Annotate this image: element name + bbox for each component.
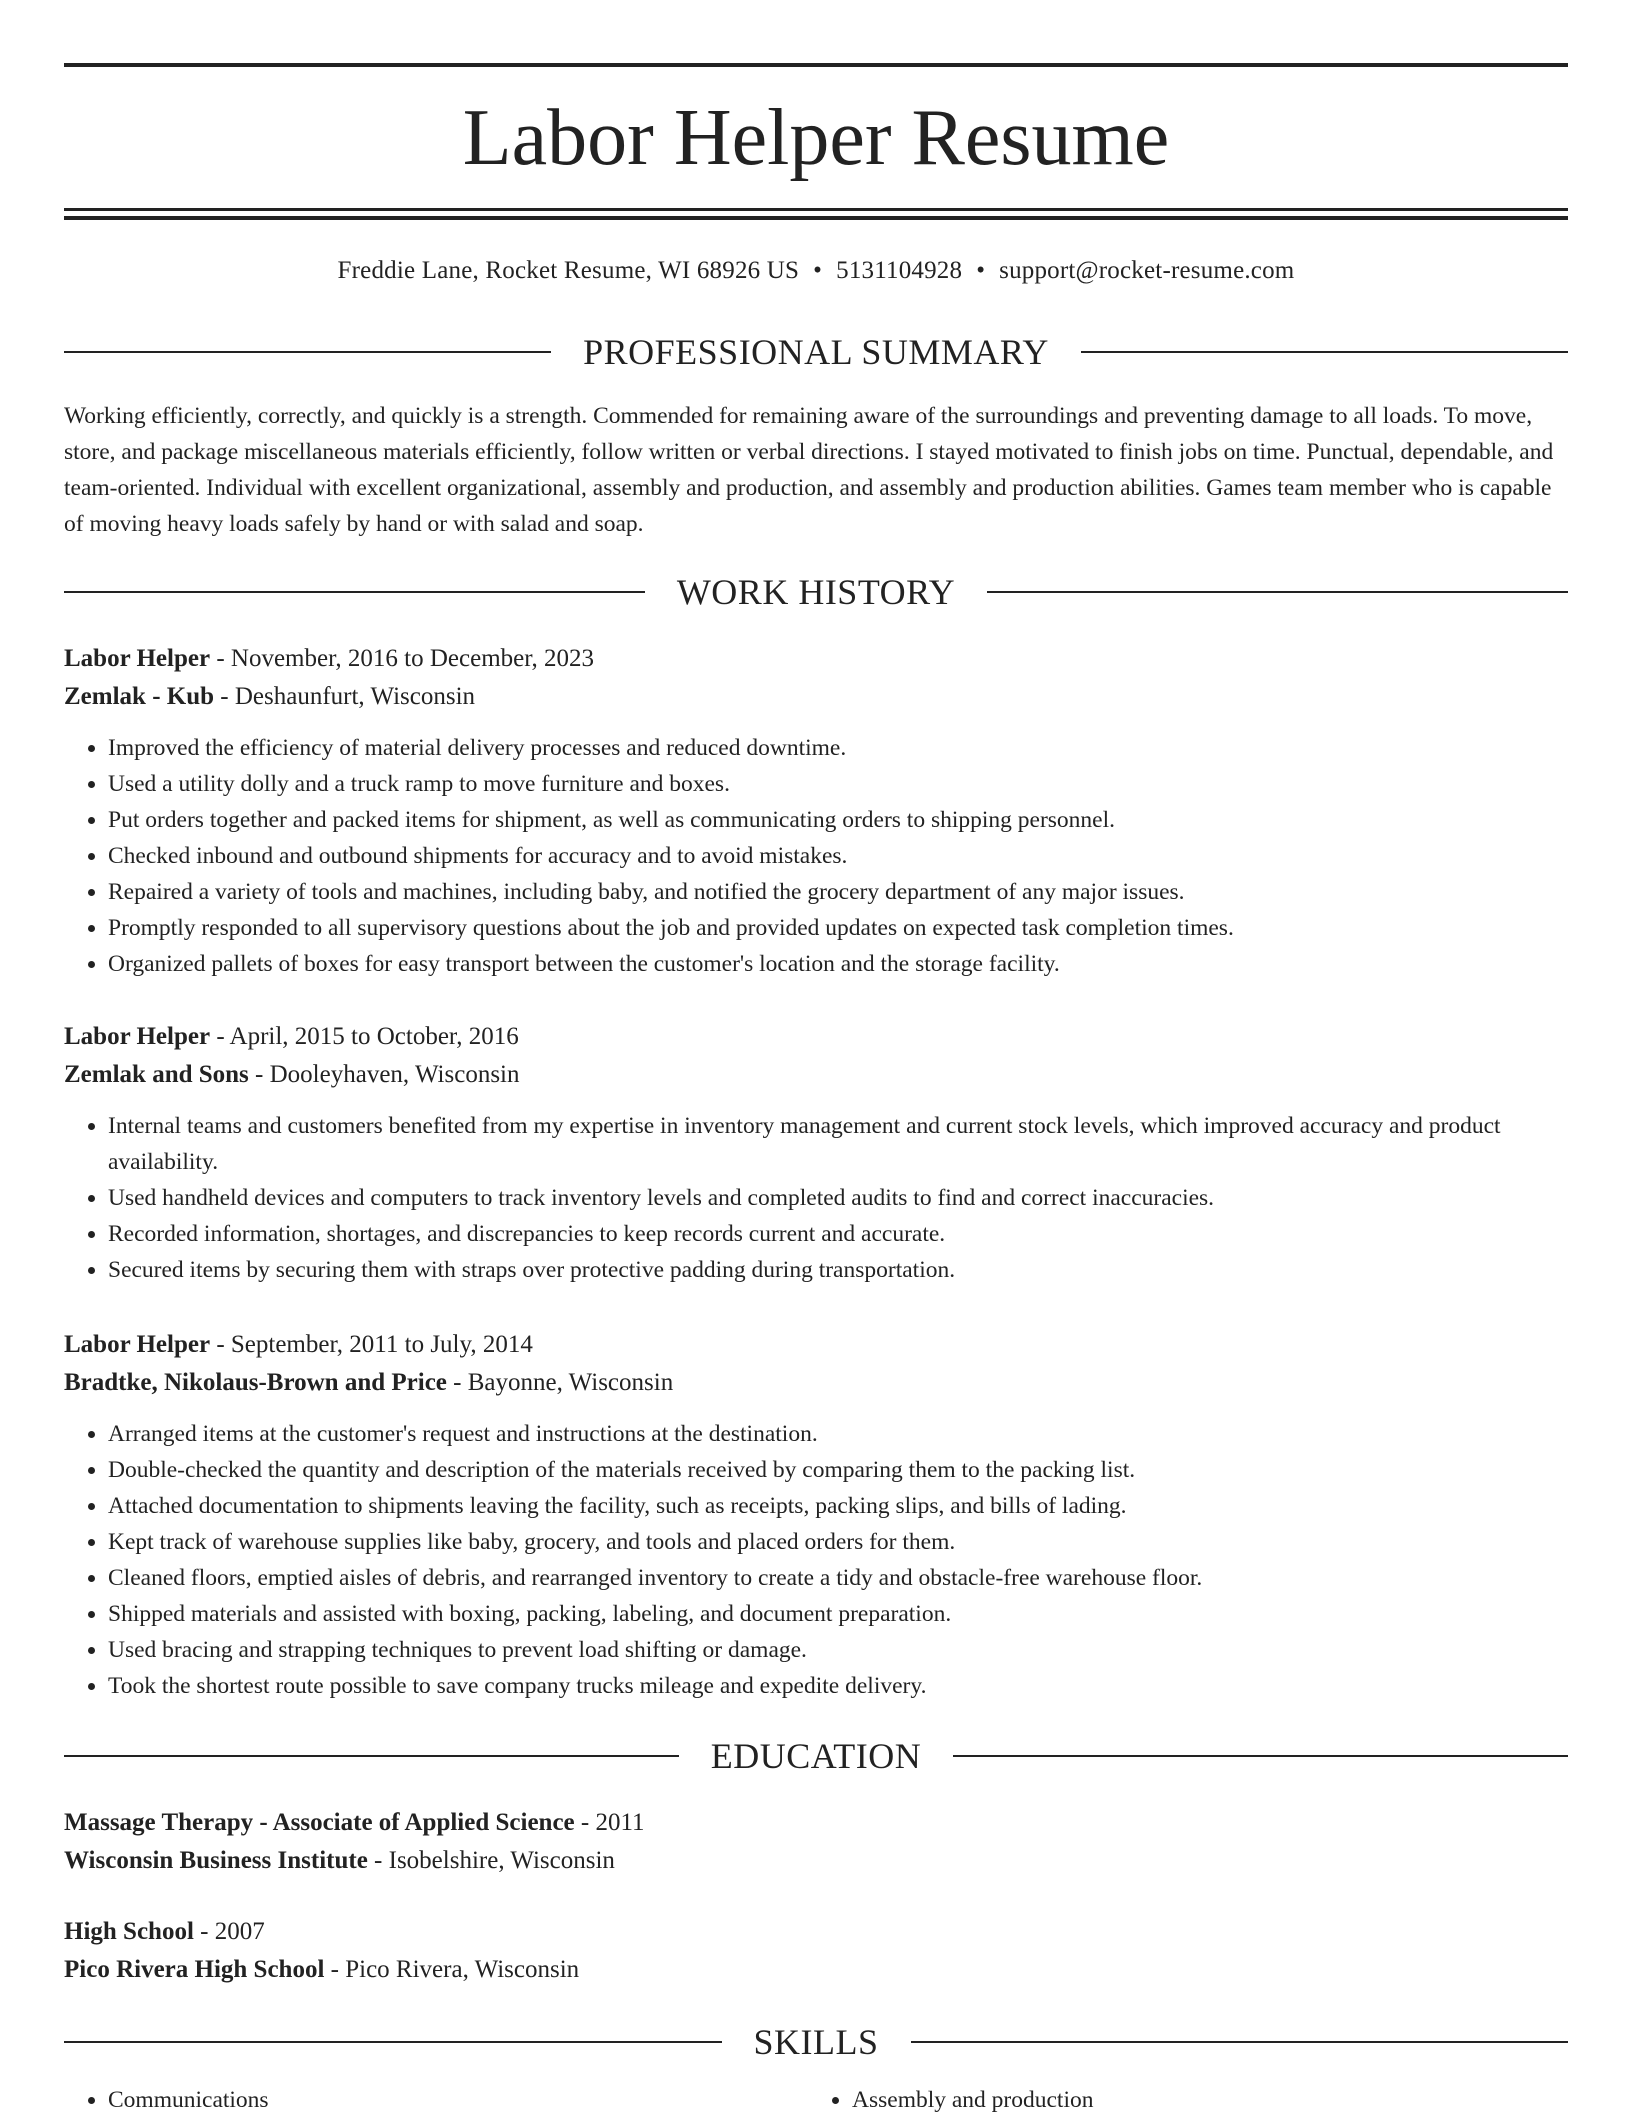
list-item: • Used bracing and strapping techniques to prevent load shifting or damage.: [108, 1632, 1568, 1668]
contact-address: Freddie Lane, Rocket Resume, WI 68926 US: [337, 257, 800, 284]
top-rule: [64, 63, 1568, 67]
job-duties-list: [64, 730, 1568, 982]
dash: -: [200, 1918, 209, 1945]
list-item: • Used handheld devices and computers to track inventory levels and completed audits to find and correct inaccuracies.: [108, 1180, 1568, 1216]
skills-column-right: [808, 2082, 1552, 2118]
job-duties-list: [64, 1416, 1568, 1704]
summary-section-heading: [64, 330, 1568, 374]
job-location: Bayonne, Wisconsin: [467, 1369, 674, 1396]
list-item: • Attached documentation to shipments leaving the facility, such as receipts, packing slips, and bills of lading.: [108, 1488, 1568, 1524]
contact-line: [64, 252, 1568, 290]
title-underline-rule: [64, 208, 1568, 211]
dash: -: [453, 1369, 462, 1396]
list-item: • Used a utility dolly and a truck ramp to move furniture and boxes.: [108, 766, 1568, 802]
bullet-separator: •: [976, 257, 986, 284]
list-item: • Took the shortest route possible to save company trucks mileage and expedite delivery.: [108, 1668, 1568, 1704]
skills-list: [64, 2082, 1568, 2118]
job-duties-list: [64, 1108, 1568, 1288]
list-item: • Promptly responded to all supervisory questions about the job and provided updates on expected task completion times.: [108, 910, 1568, 946]
job-title-line: [64, 1326, 1568, 1364]
list-item: • Cleaned floors, emptied aisles of debris, and rearranged inventory to create a tidy and obstacle-free warehouse floor.: [108, 1560, 1568, 1596]
job-company-line: [64, 1056, 1568, 1094]
job-dates: September, 2011 to July, 2014: [230, 1331, 533, 1358]
job-location: Deshaunfurt, Wisconsin: [234, 683, 476, 710]
job-entry: [64, 1326, 1568, 1704]
dash: -: [330, 1956, 339, 1983]
degree: High School: [64, 1918, 194, 1945]
work-history-heading-label: WORK HISTORY: [676, 572, 956, 612]
work-history-section-heading: [64, 570, 1568, 614]
dash: -: [255, 1061, 264, 1088]
education-section-heading: [64, 1734, 1568, 1778]
education-heading-label: EDUCATION: [710, 1736, 922, 1776]
skills-column-left: [64, 2082, 808, 2118]
dash: -: [216, 645, 225, 672]
job-title-line: [64, 640, 1568, 678]
job-company: Zemlak and Sons: [64, 1061, 249, 1088]
job-company-line: [64, 678, 1568, 716]
degree-line: [64, 1804, 1568, 1842]
heading-rule-left: [64, 591, 645, 593]
list-item: • Shipped materials and assisted with boxing, packing, labeling, and document preparation.: [108, 1596, 1568, 1632]
skills-section-heading: [64, 2020, 1568, 2064]
list-item: • Put orders together and packed items for shipment, as well as communicating orders to shipping personnel.: [108, 802, 1568, 838]
list-item: • Checked inbound and outbound shipments for accuracy and to avoid mistakes.: [108, 838, 1568, 874]
heading-rule-left: [64, 1755, 679, 1757]
job-company: Zemlak - Kub: [64, 683, 215, 710]
job-location: Dooleyhaven, Wisconsin: [269, 1061, 520, 1088]
list-item: • Repaired a variety of tools and machines, including baby, and notified the grocery department of any major issues.: [108, 874, 1568, 910]
list-item: • Arranged items at the customer's request and instructions at the destination.: [108, 1416, 1568, 1452]
school-line: [64, 1951, 1568, 1989]
heading-rule-left: [64, 2041, 722, 2043]
school-location: Isobelshire, Wisconsin: [388, 1847, 615, 1874]
dash: -: [580, 1809, 590, 1836]
list-item: • Internal teams and customers benefited from my expertise in inventory management and current stock levels, which improved accuracy and product availability.: [108, 1108, 1568, 1180]
job-dates: April, 2015 to October, 2016: [229, 1023, 519, 1050]
list-item: • Secured items by securing them with straps over protective padding during transportation.: [108, 1252, 1568, 1288]
job-entry: [64, 1018, 1568, 1288]
contact-phone: 5131104928: [836, 257, 963, 284]
list-item: • Organized pallets of boxes for easy transport between the customer's location and the storage facility.: [108, 946, 1568, 982]
dash: -: [216, 1023, 225, 1050]
contact-email: support@rocket-resume.com: [999, 257, 1295, 284]
school-name: Pico Rivera High School: [64, 1956, 325, 1983]
resume-title: Labor Helper Resume: [462, 94, 1170, 182]
dash: -: [374, 1847, 383, 1874]
dash: -: [220, 683, 229, 710]
heading-rule-right: [953, 1755, 1568, 1757]
heading-rule-right: [911, 2041, 1569, 2043]
school-location: Pico Rivera, Wisconsin: [345, 1956, 580, 1983]
bullet-separator: •: [813, 257, 823, 284]
heading-rule-left: [64, 351, 551, 353]
professional-summary: Working efficiently, correctly, and quickly is a strength. Commended for remaining aware of the surroundings and preventing damage to all loads. To move, store, and package miscellaneous materials efficiently, follow written or verbal directions. I stayed motivated to finish jobs on time. Punctual, dependable, and team-oriented. Individual with excellent organizational, assembly and production, and assembly and production abilities. Games team member who is capable of moving heavy loads safely by hand or with salad and soap.: [64, 403, 1554, 537]
heading-rule-right: [1081, 351, 1568, 353]
title-underline-rule-second: [64, 216, 1568, 220]
job-company-line: [64, 1364, 1568, 1402]
list-item: • Recorded information, shortages, and discrepancies to keep records current and accurate.: [108, 1216, 1568, 1252]
job-title-line: [64, 1018, 1568, 1056]
skills-heading-label: SKILLS: [753, 2022, 879, 2062]
skill-item: • Assembly and production: [852, 2082, 1552, 2118]
skill-item: • Communications: [108, 2082, 808, 2118]
dash: -: [216, 1331, 225, 1358]
graduation-year: 2011: [595, 1809, 645, 1836]
list-item: • Double-checked the quantity and description of the materials received by comparing them to the packing list.: [108, 1452, 1568, 1488]
job-title: Labor Helper: [64, 645, 211, 672]
summary-heading-label: PROFESSIONAL SUMMARY: [583, 332, 1049, 372]
education-entry: [64, 1804, 1568, 1880]
job-entry: [64, 640, 1568, 982]
job-company: Bradtke, Nikolaus-Brown and Price: [64, 1369, 447, 1396]
school-line: [64, 1842, 1568, 1880]
job-title: Labor Helper: [64, 1023, 211, 1050]
list-item: • Improved the efficiency of material delivery processes and reduced downtime.: [108, 730, 1568, 766]
graduation-year: 2007: [214, 1918, 265, 1945]
education-entry: [64, 1913, 1568, 1989]
job-dates: November, 2016 to December, 2023: [230, 645, 595, 672]
job-title: Labor Helper: [64, 1331, 211, 1358]
list-item: • Kept track of warehouse supplies like baby, grocery, and tools and placed orders for them.: [108, 1524, 1568, 1560]
heading-rule-right: [987, 591, 1568, 593]
school-name: Wisconsin Business Institute: [64, 1847, 368, 1874]
degree-line: [64, 1913, 1568, 1951]
degree: Massage Therapy - Associate of Applied Science: [64, 1809, 575, 1836]
